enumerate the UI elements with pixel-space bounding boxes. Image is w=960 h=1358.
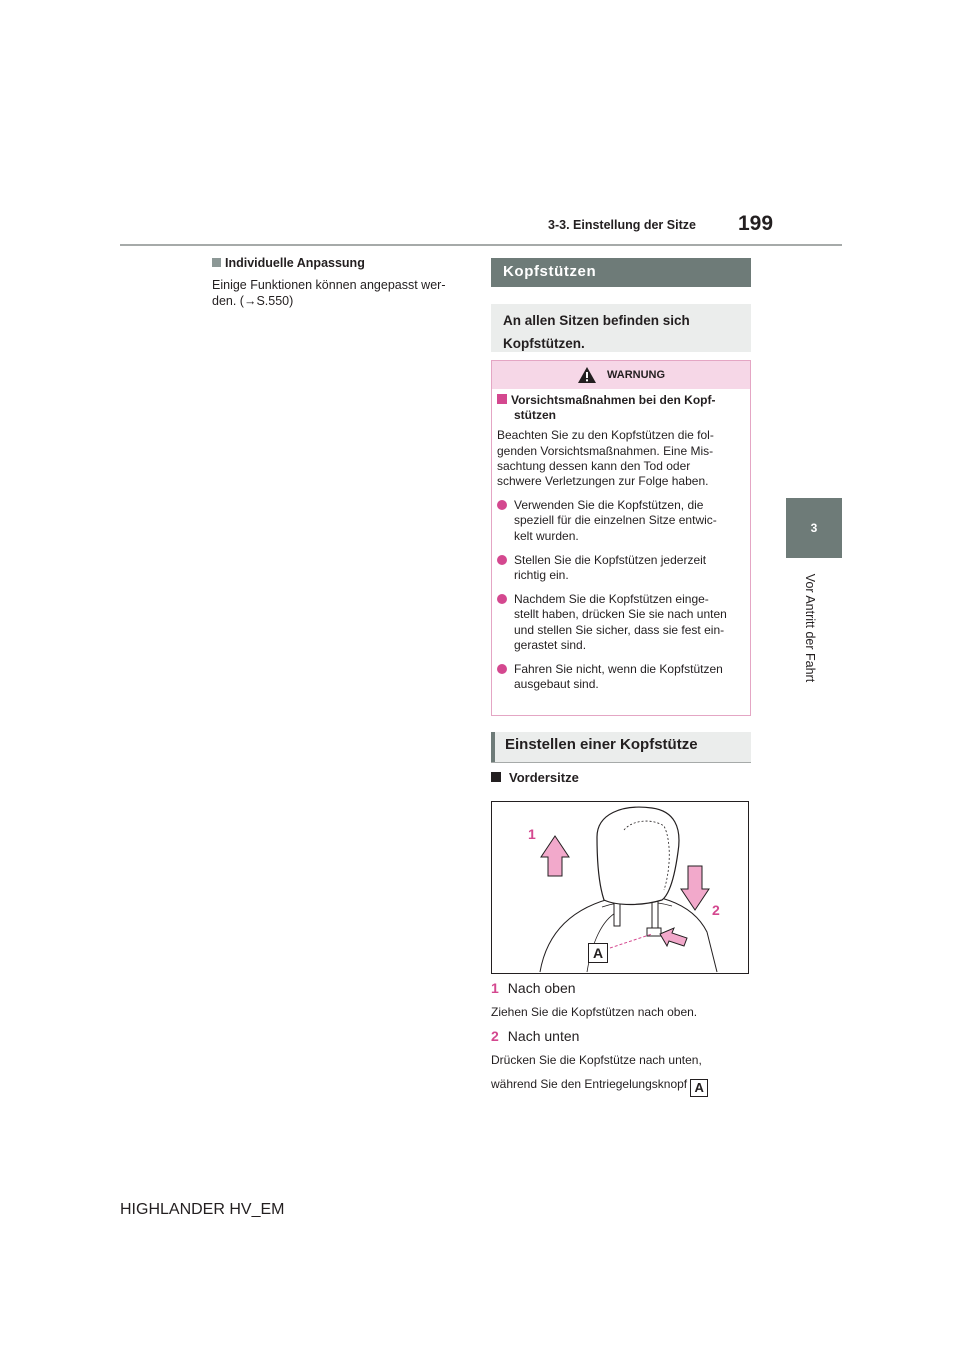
header-section-title: 3-3. Einstellung der Sitze [548, 218, 696, 232]
button-a-label: A [690, 1079, 708, 1097]
step-1-title: 1 Nach oben [491, 980, 576, 996]
square-bullet-icon [491, 772, 501, 782]
warning-bullet: Stellen Sie die Kopfstützen jederzeit richtig ein. [497, 553, 740, 583]
footer-model: HIGHLANDER HV_EM [120, 1201, 285, 1218]
section-rule [491, 762, 751, 763]
step-1-description: Ziehen Sie die Kopfstützen nach oben. [491, 1005, 698, 1019]
arrow-right-icon: → [243, 294, 257, 308]
warning-bullet: Nachdem Sie die Kopfstützen einge- stellt haben, drücken Sie sie nach unten und stellen Sie sicher, dass sie fest ein- gerastet sind. [497, 592, 740, 653]
page-number: 199 [738, 212, 774, 235]
section-title-einstellen: Einstellen einer Kopfstütze [491, 732, 751, 762]
square-bullet-icon [497, 394, 507, 404]
warning-triangle-icon [577, 366, 597, 384]
circle-bullet-icon [497, 664, 507, 674]
step-2-title: 2 Nach unten [491, 1028, 580, 1044]
circle-bullet-icon [497, 594, 507, 604]
step-2-description: während Sie den Entriegelungsknopf A [491, 1077, 751, 1097]
figure-label-1: 1 [528, 826, 536, 842]
warning-title: WARNUNG [606, 369, 666, 381]
chapter-vertical-label: Vor Antritt der Fahrt [803, 573, 817, 683]
circle-bullet-icon [497, 500, 507, 510]
figure-label-2: 2 [712, 902, 720, 918]
header-rule [120, 244, 842, 246]
square-bullet-icon [212, 258, 221, 267]
intro-box: An allen Sitzen befinden sich Kopfstützen. [491, 304, 751, 352]
left-body-line: Einige Funktionen können angepasst wer- [212, 278, 446, 292]
warning-bullet: Fahren Sie nicht, wenn die Kopfstützen ausgebaut sind. [497, 662, 740, 692]
page-reference-link[interactable]: S.550) [256, 294, 294, 308]
section-title-kopfstuetzen: Kopfstützen [491, 258, 751, 287]
step-2-description: Drücken Sie die Kopfstütze nach unten, [491, 1053, 702, 1067]
left-subheading: Individuelle Anpassung [212, 256, 365, 270]
warning-header [492, 361, 750, 389]
warning-subheading: Vorsichtsmaßnahmen bei den Kopf- stützen [497, 393, 740, 423]
warning-box [491, 360, 751, 716]
left-body [212, 277, 462, 309]
circle-bullet-icon [497, 555, 507, 565]
chapter-number: 3 [810, 521, 818, 535]
left-body-line: den. (→S.550) [212, 294, 294, 308]
warning-bullet: Verwenden Sie die Kopfstützen, die speziell für die einzelnen Sitze entwic- kelt wurden. [497, 498, 740, 544]
figure-label-a: A [588, 943, 608, 963]
subheading-vordersitze: Vordersitze [491, 770, 579, 785]
warning-paragraph: Beachten Sie zu den Kopfstützen die fol- genden Vorsichtsmaßnahmen. Eine Mis- sachtung dessen kann den Tod oder schwere Verletzungen zur Folge haben. [497, 428, 714, 489]
headrest-illustration [491, 801, 749, 974]
